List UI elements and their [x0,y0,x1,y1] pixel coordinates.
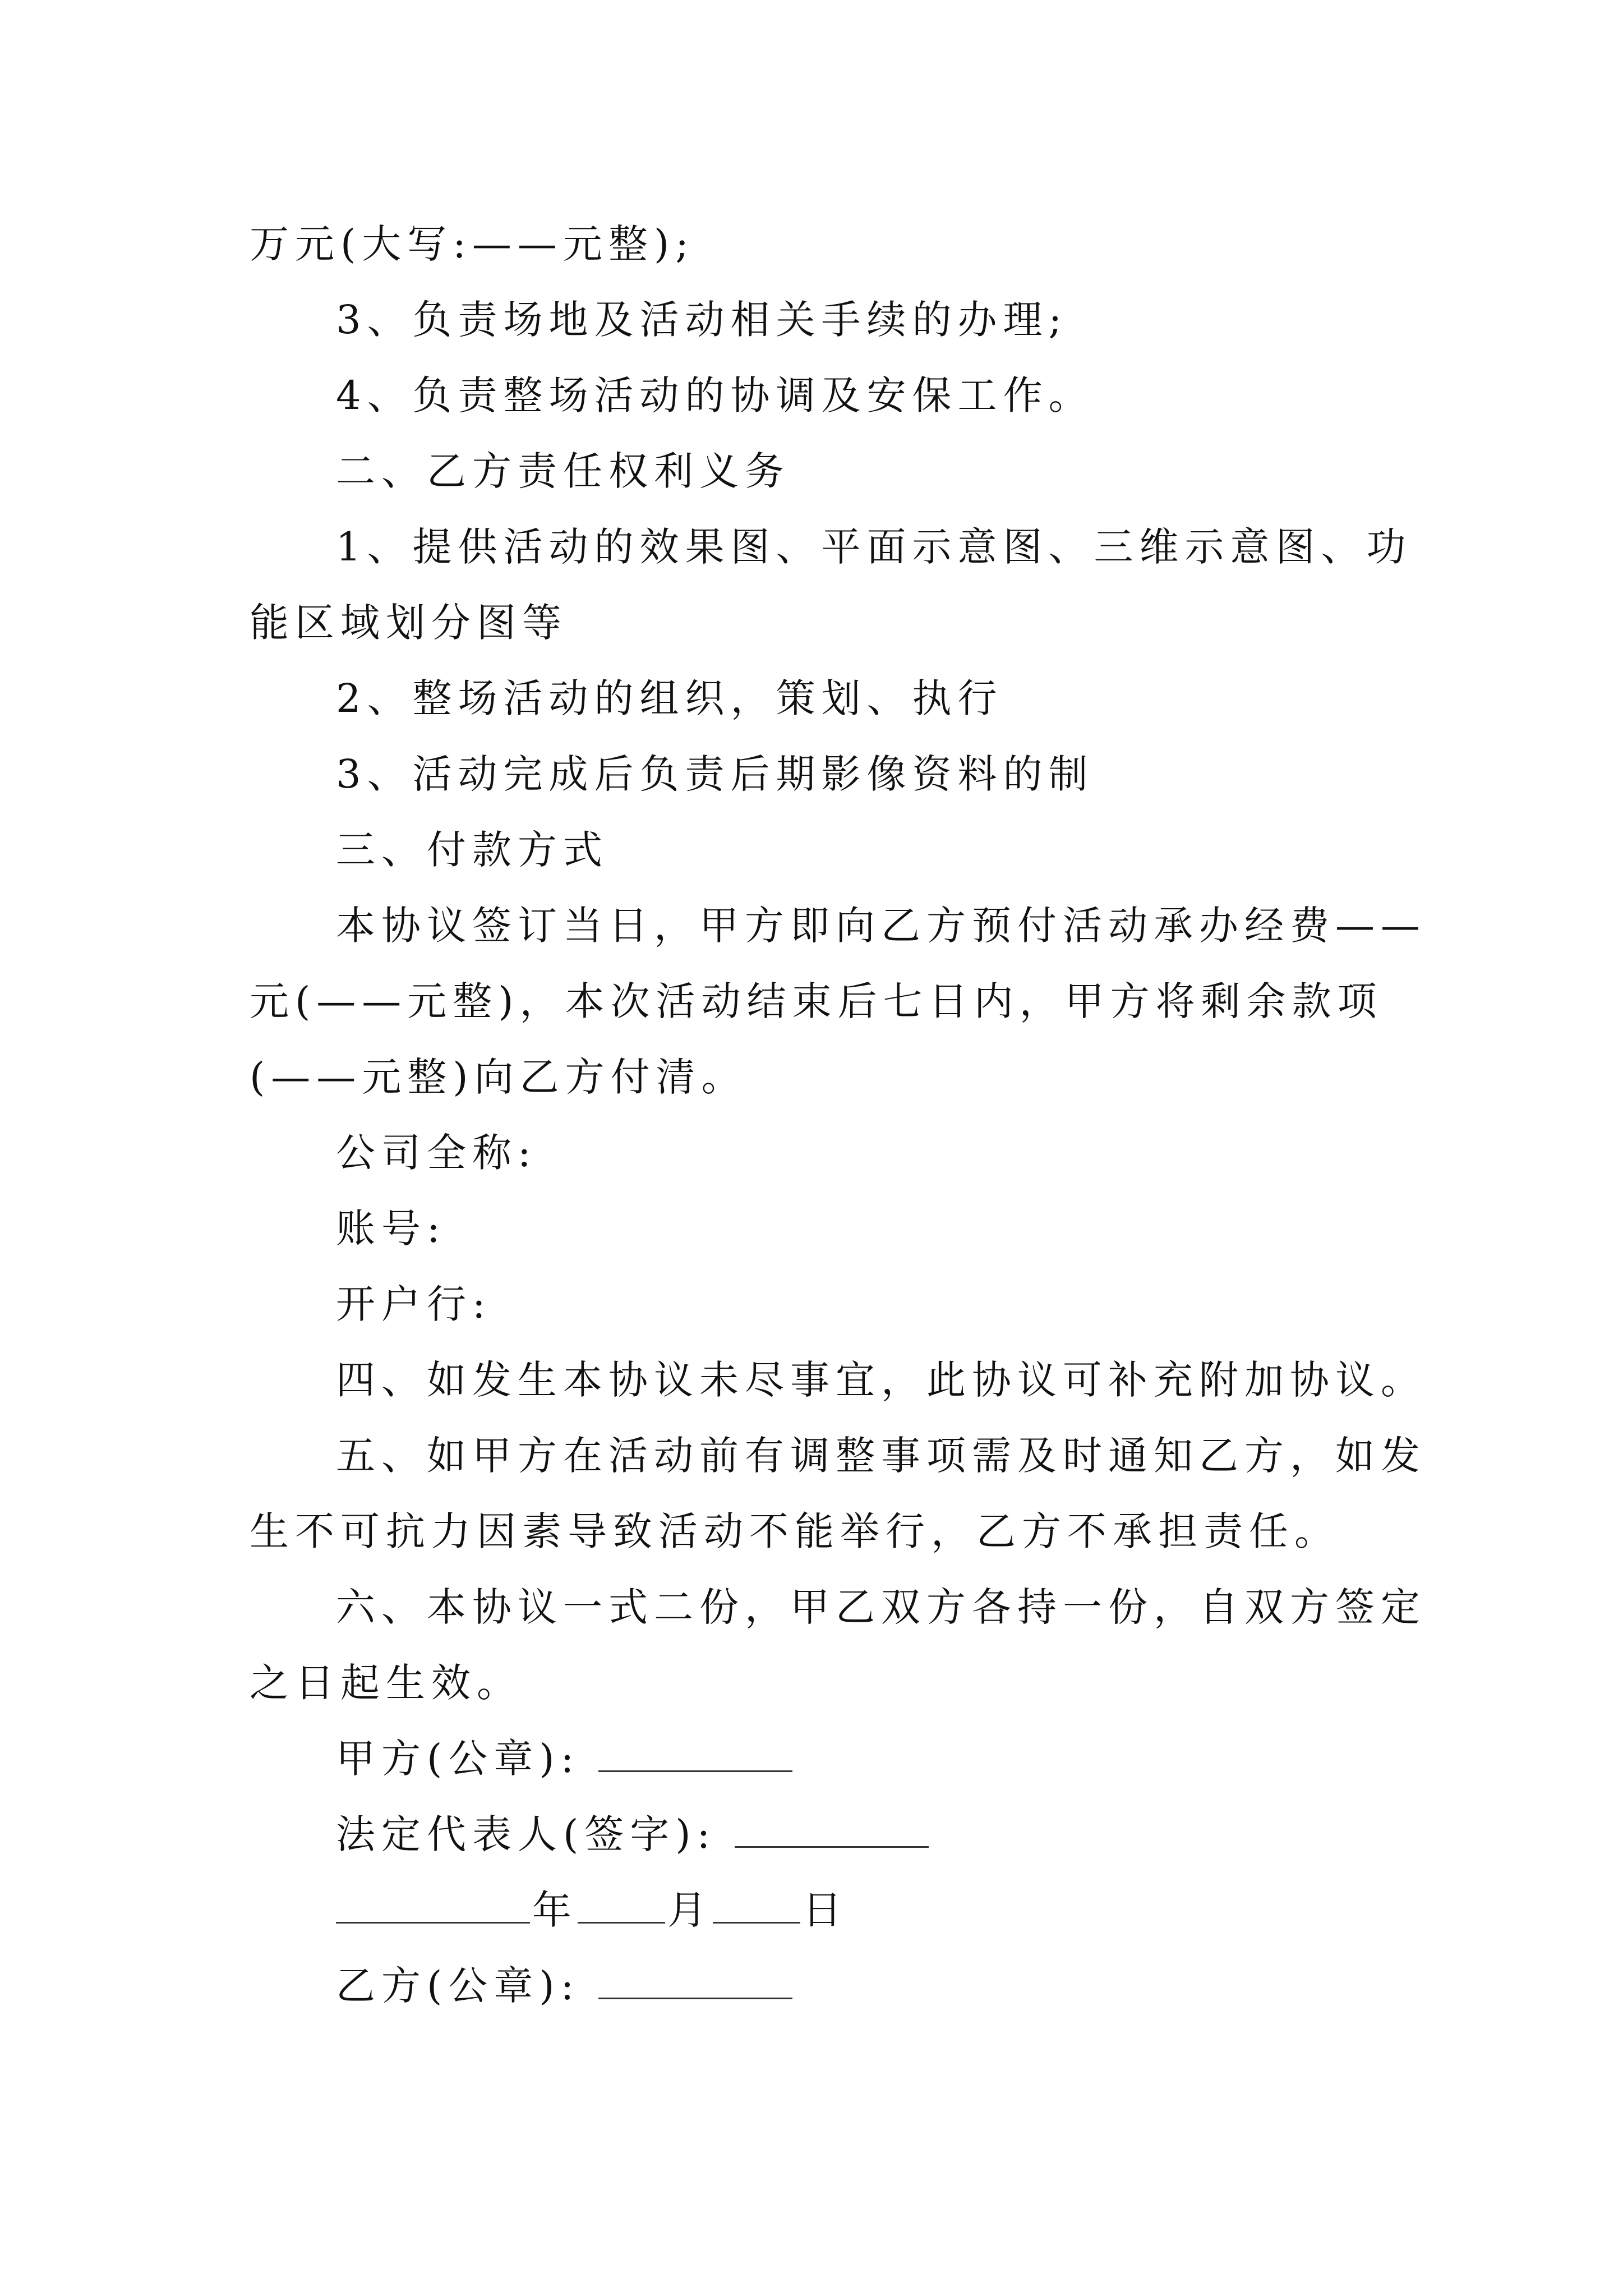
year-label: 年 [532,1887,578,1933]
text-line-amount-tail: 万元(大写:——元整); [250,221,695,267]
legal-rep-row [336,1806,931,1862]
party-b-seal-row [336,1958,795,2014]
text-line-6-cont: 之日起生效。 [250,1660,522,1706]
party-a-seal-blank [598,1734,792,1772]
section-heading-2: 二、乙方责任权利义务 [336,448,790,494]
legal-rep-signature-blank [735,1810,929,1848]
day-label: 日 [803,1887,848,1933]
text-line-b1: 1、提供活动的效果图、平面示意图、三维示意图、功 [336,524,1412,570]
section-heading-5: 五、如甲方在活动前有调整事项需及时通知乙方，如发 [336,1433,1426,1479]
text-line-b3: 3、活动完成后负责后期影像资料的制 [336,751,1094,797]
text-line-5-cont: 生不可抗力因素导致活动不能举行，乙方不承担责任。 [250,1508,1340,1554]
text-line-payment-1: 本协议签订当日，甲方即向乙方预付活动承办经费—— [336,903,1426,949]
text-line-account: 账号: [336,1205,446,1251]
text-line-b1-cont: 能区域划分图等 [250,600,568,646]
section-heading-4: 四、如发生本协议未尽事宜，此协议可补充附加协议。 [336,1357,1426,1403]
month-label: 月 [667,1887,713,1933]
text-line-b2: 2、整场活动的组织，策划、执行 [336,675,1003,721]
text-line-a3: 3、负责场地及活动相关手续的办理; [336,297,1068,343]
text-line-payment-3: (——元整)向乙方付清。 [250,1054,747,1100]
month-blank [578,1886,665,1924]
section-heading-3: 三、付款方式 [336,827,608,873]
text-line-a4: 4、负责整场活动的协调及安保工作。 [336,372,1094,418]
party-b-seal-label: 乙方(公章): [336,1963,580,2009]
text-line-bank: 开户行: [336,1281,492,1327]
party-a-seal-label: 甲方(公章): [336,1736,580,1782]
party-a-seal-row [336,1731,795,1787]
text-line-company-name: 公司全称: [336,1130,537,1176]
party-b-seal-blank [598,1962,792,1999]
year-blank [336,1886,530,1924]
date-row [336,1882,848,1938]
legal-rep-label: 法定代表人(签字): [336,1811,717,1857]
day-blank [713,1886,800,1924]
text-line-payment-2: 元(——元整)，本次活动结束后七日内，甲方将剩余款项 [250,978,1383,1024]
section-heading-6: 六、本协议一式二份，甲乙双方各持一份，自双方签定 [336,1584,1426,1630]
